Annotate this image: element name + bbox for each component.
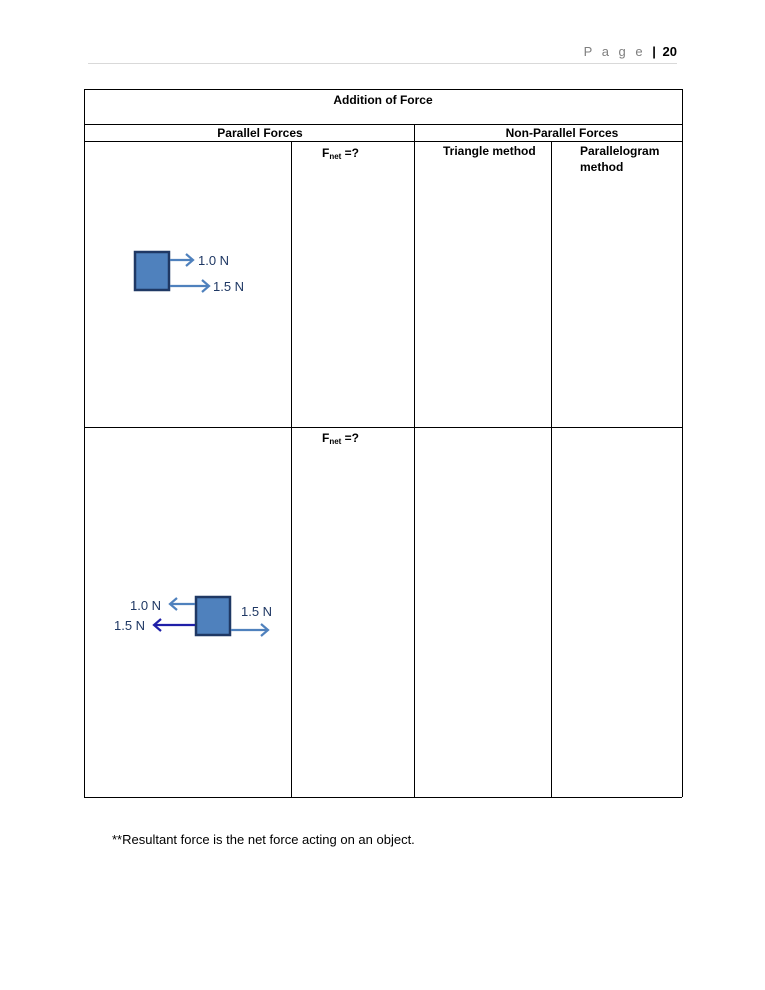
fnet-label-row2 [322, 431, 359, 446]
fnet-subscript: net [329, 437, 342, 446]
fnet-symbol: F [322, 146, 330, 160]
header-triangle-method: Triangle method [443, 144, 536, 158]
diagram-parallel-opposite-direction [108, 590, 283, 645]
force-block [135, 252, 169, 290]
fnet-question: =? [341, 146, 360, 160]
page-header [584, 44, 677, 59]
diagram-parallel-same-direction [120, 240, 280, 305]
table-divider-fnet [291, 141, 292, 797]
fnet-label-row1 [322, 146, 359, 161]
table-border-top [84, 89, 682, 90]
header-parallelogram-method-1: Parallelogram [580, 144, 660, 158]
table-divider-columns [414, 124, 415, 797]
table-divider-row [84, 427, 682, 428]
fnet-subscript: net [329, 152, 342, 161]
table-divider-header [84, 141, 682, 142]
table-divider-methods [551, 141, 552, 797]
label-1-0N: 1.0 N [198, 253, 230, 268]
arrow-1-0N [170, 254, 193, 266]
page-separator: | [652, 44, 656, 59]
arrow-left-1-5N [154, 619, 195, 631]
table-border-right [682, 89, 683, 797]
fnet-symbol: F [322, 431, 330, 445]
footnote: **Resultant force is the net force acting on an object. [112, 832, 415, 847]
force-block [196, 597, 230, 635]
header-rule [88, 63, 677, 64]
table-title: Addition of Force [333, 93, 433, 107]
label-left-1-5N: 1.5 N [114, 618, 146, 633]
arrow-1-5N [170, 280, 209, 292]
table-border-left [84, 89, 85, 797]
label-1-5N: 1.5 N [213, 279, 245, 294]
table-border-bottom [84, 797, 682, 798]
header-parallel-forces: Parallel Forces [217, 126, 303, 140]
page-number: 20 [662, 44, 677, 59]
arrow-right-1-5N [231, 624, 268, 636]
label-right-1-5N: 1.5 N [241, 604, 273, 619]
table-divider-title [84, 124, 682, 125]
label-left-1-0N: 1.0 N [130, 598, 162, 613]
page-word: P a g e [583, 44, 646, 59]
arrow-left-1-0N [170, 598, 195, 610]
fnet-question: =? [341, 431, 360, 445]
header-nonparallel-forces: Non-Parallel Forces [505, 126, 619, 140]
header-parallelogram-method-2: method [580, 160, 624, 174]
